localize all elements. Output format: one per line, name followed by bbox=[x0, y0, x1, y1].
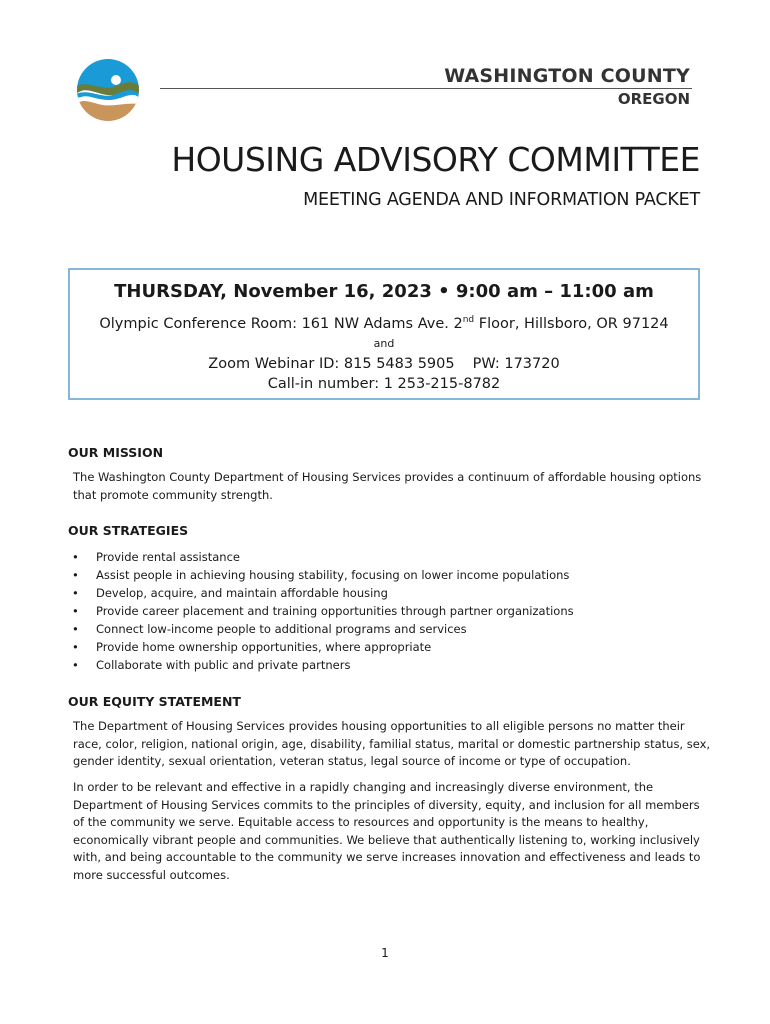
county-name: WASHINGTON COUNTY bbox=[444, 65, 690, 87]
zoom-webinar-id: Zoom Webinar ID: 815 5483 5905 bbox=[208, 355, 455, 372]
strategies-heading: OUR STRATEGIES bbox=[68, 523, 189, 538]
call-in-number: Call-in number: 1 253-215-8782 bbox=[267, 375, 501, 392]
list-item: • Provide home ownership opportunities, where appropriate bbox=[72, 638, 574, 656]
meeting-info-box bbox=[68, 268, 700, 400]
page-title: HOUSING ADVISORY COMMITTEE bbox=[171, 140, 700, 179]
list-item: • Provide career placement and training opportunities through partner organizations bbox=[72, 602, 574, 620]
list-item: • Assist people in achieving housing stability, focusing on lower income populations bbox=[72, 566, 574, 584]
washington-county-logo bbox=[76, 58, 140, 122]
zoom-password: PW: 173720 bbox=[472, 355, 560, 372]
zoom-info bbox=[70, 354, 698, 374]
meeting-date: THURSDAY, November 16, 2023 • 9:00 am – 11:00 am bbox=[114, 281, 654, 302]
mission-heading: OUR MISSION bbox=[68, 445, 164, 460]
state-name: OREGON bbox=[617, 90, 690, 108]
meeting-location-main: Olympic Conference Room: 161 NW Adams Ave. 2 bbox=[99, 315, 463, 332]
list-item: • Develop, acquire, and maintain affordable housing bbox=[72, 584, 574, 602]
strategies-list bbox=[72, 548, 574, 674]
mission-text: The Washington County Department of Housing Services provides a continuum of affordable housing options that promote community strength. bbox=[73, 470, 702, 502]
page-subtitle: MEETING AGENDA AND INFORMATION PACKET bbox=[303, 190, 700, 210]
meeting-location bbox=[70, 310, 698, 334]
list-item: • Provide rental assistance bbox=[72, 548, 574, 566]
equity-paragraph-2: In order to be relevant and effective in a rapidly changing and increasingly diverse environment, the Department of Housing Services commits to the principles of diversity, equity, and inclusion for all members of the community we serve. Equitable access to resources and opportunity is the means to healthy, economically vibrant people and communities. We believe that authentically listening to, working inclusively with, and being accountable to the community we serve increases innovation and effectiveness and leads to more successful outcomes. bbox=[73, 780, 701, 882]
meeting-location-rest: Floor, Hillsboro, OR 97124 bbox=[474, 315, 669, 332]
county-name-block bbox=[444, 64, 690, 110]
list-item: • Collaborate with public and private partners bbox=[72, 656, 574, 674]
meeting-location-ordinal: nd bbox=[462, 315, 475, 325]
list-item: • Connect low-income people to additional programs and services bbox=[72, 620, 574, 638]
equity-heading: OUR EQUITY STATEMENT bbox=[68, 694, 241, 709]
and-text: and bbox=[373, 336, 395, 350]
equity-paragraph-1: The Department of Housing Services provides housing opportunities to all eligible persons no matter their race, color, religion, national origin, age, disability, familial status, marital or domestic partnership status, sex, gender identity, sexual orientation, veteran status, legal source of income or type of occupation. bbox=[73, 719, 711, 768]
page-number: 1 bbox=[381, 946, 389, 960]
